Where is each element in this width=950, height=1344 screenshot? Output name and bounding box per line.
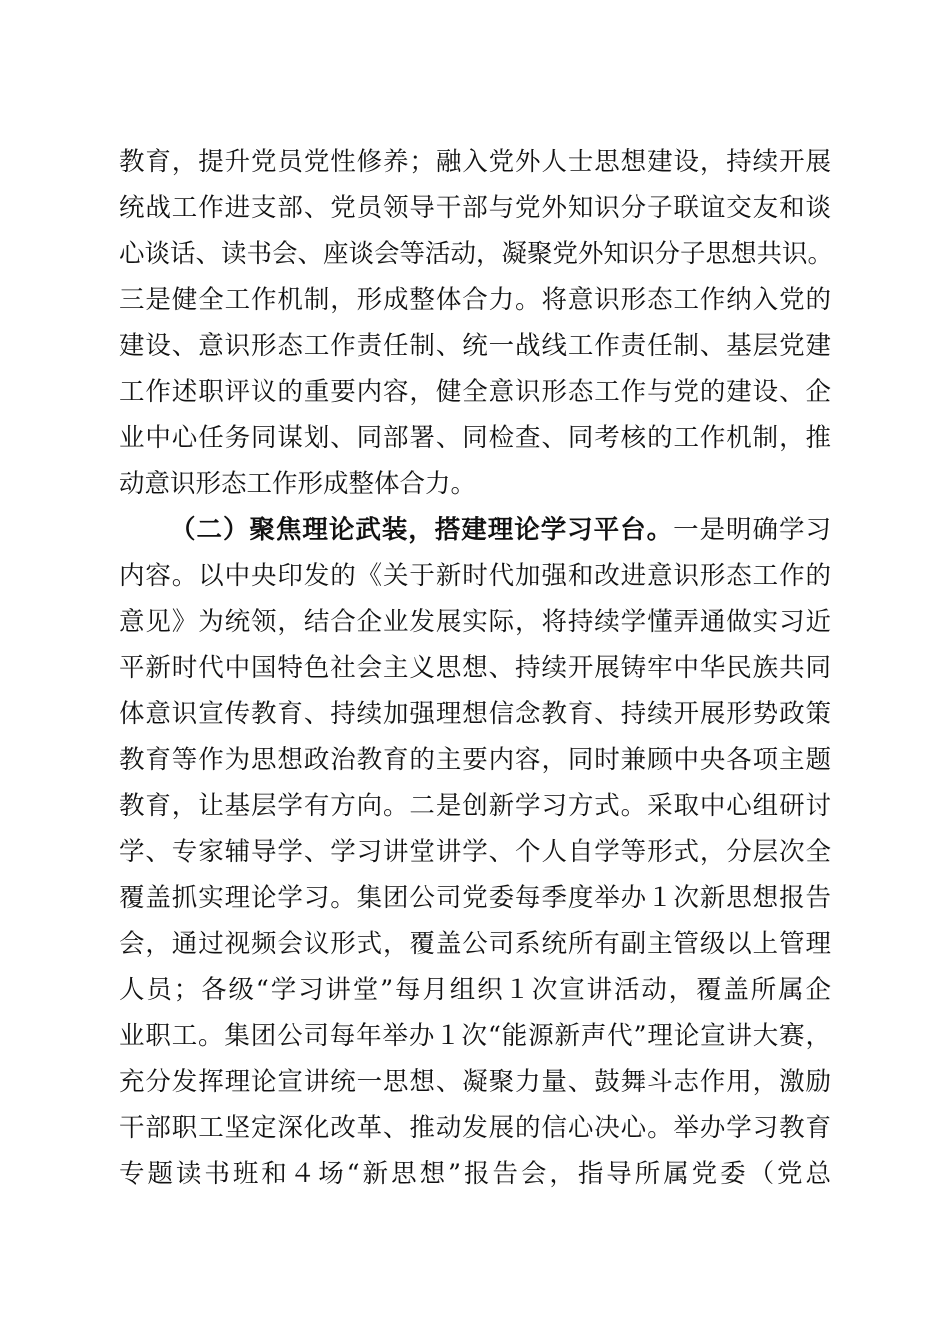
text-line: 学、专家辅导学、学习讲堂讲学、个人自学等形式，分层次全 <box>119 837 831 867</box>
text-line: 教育，提升党员党性修养；融入党外人士思想建设，持续开展 <box>119 147 831 177</box>
text-line: 干部职工坚定深化改革、推动发展的信心决心。举办学习教育 <box>119 1113 831 1143</box>
text-line: 工作述职评议的重要内容，健全意识形态工作与党的建设、企 <box>119 377 831 407</box>
text-line: 覆盖抓实理论学习。集团公司党委每季度举办１次新思想报告 <box>119 883 831 913</box>
text-line: 意见》为统领，结合企业发展实际，将持续学懂弄通做实习近 <box>119 607 831 637</box>
text-line: 业中心任务同谋划、同部署、同检查、同考核的工作机制，推 <box>119 423 831 453</box>
text-line: 一是明确学习 <box>673 515 831 545</box>
text-line: 统战工作进支部、党员领导干部与党外知识分子联谊交友和谈 <box>119 193 831 223</box>
text-line: 心谈话、读书会、座谈会等活动，凝聚党外知识分子思想共识。 <box>119 239 834 269</box>
text-line: 平新时代中国特色社会主义思想、持续开展铸牢中华民族共同 <box>119 653 831 683</box>
text-line: 充分发挥理论宣讲统一思想、凝聚力量、鼓舞斗志作用，激励 <box>119 1067 831 1097</box>
text-line: 内容。以中央印发的《关于新时代加强和改进意识形态工作的 <box>119 561 831 591</box>
text-line: 教育，让基层学有方向。二是创新学习方式。采取中心组研讨 <box>119 791 831 821</box>
text-line: 业职工。集团公司每年举办１次“能源新声代”理论宣讲大赛， <box>119 1021 831 1051</box>
text-line: 人员；各级“学习讲堂”每月组织１次宣讲活动，覆盖所属企 <box>119 975 831 1005</box>
text-line: 教育等作为思想政治教育的主要内容，同时兼顾中央各项主题 <box>119 745 831 775</box>
text-line: 三是健全工作机制，形成整体合力。将意识形态工作纳入党的 <box>119 285 831 315</box>
section-heading: （二）聚焦理论武装，搭建理论学习平台。 <box>170 515 674 545</box>
text-line: 体意识宣传教育、持续加强理想信念教育、持续开展形势政策 <box>119 699 831 729</box>
text-line: 会，通过视频会议形式，覆盖公司系统所有副主管级以上管理 <box>119 929 831 959</box>
text-line: 专题读书班和４场“新思想”报告会，指导所属党委（党总 <box>119 1159 831 1189</box>
section-heading-line <box>170 510 831 550</box>
text-line: 建设、意识形态工作责任制、统一战线工作责任制、基层党建 <box>119 331 831 361</box>
text-line: 动意识形态工作形成整体合力。 <box>119 469 477 499</box>
